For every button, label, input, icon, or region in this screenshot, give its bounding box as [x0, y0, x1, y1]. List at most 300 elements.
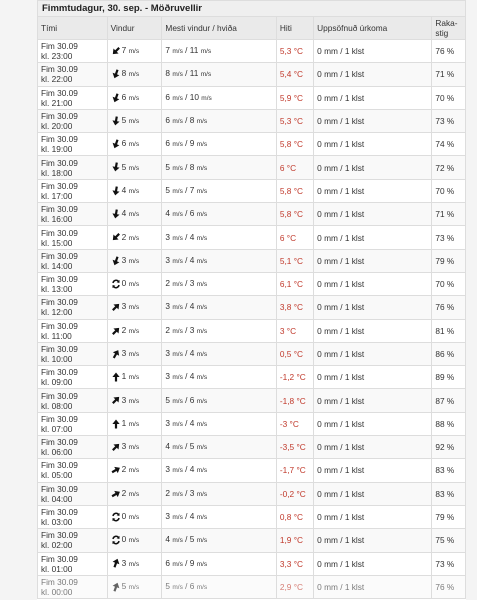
gust: 11 [189, 68, 199, 79]
table-row [38, 179, 466, 202]
temp-cell: 5,8 °C [276, 179, 313, 202]
wind-speed: 4 [121, 208, 127, 219]
gust-unit: m/s [196, 351, 208, 358]
wind-direction-arrow-icon [109, 580, 122, 593]
max-wind: 3 [165, 464, 171, 475]
humidity-cell: 76 % [432, 296, 466, 319]
humidity-cell: 70 % [432, 272, 466, 295]
time-hour: kl. 19:00 [41, 144, 73, 155]
table-row [38, 342, 466, 365]
table-row [38, 203, 466, 226]
gust: 6 [189, 580, 195, 591]
temp-cell: 6 °C [276, 156, 313, 179]
temp-cell: 0,8 °C [276, 505, 313, 528]
gust: 10 [189, 91, 199, 102]
humidity-cell: 75 % [432, 529, 466, 552]
table-header-row [38, 17, 466, 40]
rain-cell: 0 mm / 1 klst [314, 249, 432, 272]
max-wind-unit: m/s [172, 560, 183, 568]
wind-speed: 6 [121, 138, 127, 149]
gust: 7 [189, 184, 195, 195]
gust: 6 [189, 394, 195, 405]
header-max-wind: Mesti vindur / hviða [162, 17, 276, 40]
rain-cell: 0 mm / 1 klst [314, 86, 432, 109]
wind-unit: m/s [128, 211, 140, 219]
temp-cell: 6 °C [276, 226, 313, 249]
time-hour: kl. 20:00 [41, 121, 73, 132]
wind-unit: m/s [128, 374, 140, 382]
time-day: Fim 30.09 [41, 64, 78, 75]
wind-cell [107, 86, 162, 109]
wind-speed: 1 [121, 371, 127, 382]
wind-unit: m/s [128, 397, 140, 405]
wind-speed: 2 [121, 324, 127, 335]
gust-unit: m/s [201, 94, 212, 102]
wind-cell [107, 505, 162, 528]
time-cell [38, 133, 108, 156]
time-day: Fim 30.09 [41, 87, 78, 98]
time-hour: kl. 15:00 [41, 237, 73, 248]
table-row [38, 459, 466, 482]
time-hour: kl. 02:00 [41, 540, 73, 551]
wind-speed: 3 [121, 348, 127, 358]
gust-unit: m/s [196, 281, 208, 289]
table-row [38, 436, 466, 459]
max-wind-unit: m/s [172, 420, 183, 428]
wind-unit: m/s [128, 514, 140, 522]
max-wind-cell: 3 m/s / 4 m/s [162, 366, 276, 389]
max-wind-unit: m/s [172, 211, 183, 219]
max-wind: 3 [165, 301, 171, 312]
gust-unit: m/s [196, 164, 208, 172]
wind-speed: 0 [121, 278, 127, 289]
table-row [38, 412, 466, 435]
time-day: Fim 30.09 [41, 460, 78, 471]
max-wind-cell: 5 m/s / 6 m/s [162, 389, 276, 412]
wind-direction-arrow-icon [109, 44, 123, 58]
wind-cell [107, 203, 162, 226]
gust-unit: m/s [196, 304, 208, 312]
table-title: Fimmtudagur, 30. sep. - Möðruvellir [37, 0, 466, 16]
gust: 4 [189, 371, 195, 382]
time-day: Fim 30.09 [41, 483, 78, 494]
time-cell [38, 366, 108, 389]
max-wind: 3 [165, 254, 171, 265]
time-hour: kl. 12:00 [41, 307, 73, 318]
gust: 9 [189, 138, 195, 149]
gust-unit: m/s [196, 444, 208, 452]
rain-cell: 0 mm / 1 klst [314, 482, 432, 505]
max-wind-unit: m/s [172, 234, 183, 242]
temp-cell: 5,1 °C [276, 249, 313, 272]
wind-speed: 5 [121, 115, 127, 126]
max-wind-unit: m/s [172, 71, 183, 79]
time-cell [38, 296, 108, 319]
max-wind: 6 [165, 138, 171, 149]
time-hour: kl. 17:00 [41, 190, 73, 201]
rain-cell: 0 mm / 1 klst [314, 272, 432, 295]
time-hour: kl. 21:00 [41, 97, 73, 108]
time-hour: kl. 01:00 [41, 563, 73, 574]
max-wind-unit: m/s [172, 327, 183, 335]
temp-cell: 3 °C [276, 319, 313, 342]
wind-speed: 3 [121, 254, 127, 265]
gust-unit: m/s [196, 420, 208, 428]
max-wind: 2 [165, 278, 171, 289]
gust-unit: m/s [196, 187, 208, 195]
temp-cell: 5,8 °C [276, 203, 313, 226]
wind-unit: m/s [128, 281, 140, 289]
max-wind-cell: 6 m/s / 9 m/s [162, 552, 276, 575]
time-cell [38, 575, 108, 598]
gust-unit: m/s [196, 234, 208, 242]
wind-speed: 0 [121, 534, 127, 545]
table-row [38, 272, 466, 295]
calm-wind-icon [111, 512, 121, 522]
temp-cell: 3,8 °C [276, 296, 313, 319]
max-wind-cell: 3 m/s / 4 m/s [162, 459, 276, 482]
table-row [38, 482, 466, 505]
time-cell [38, 342, 108, 365]
wind-direction-arrow-icon [111, 372, 121, 382]
wind-direction-arrow-icon [109, 487, 123, 501]
time-cell [38, 529, 108, 552]
wind-unit: m/s [128, 164, 140, 172]
table-row [38, 249, 466, 272]
gust: 5 [189, 534, 195, 545]
gust: 4 [189, 301, 195, 312]
max-wind: 6 [165, 557, 171, 568]
max-wind-unit: m/s [172, 351, 183, 358]
wind-speed: 5 [121, 161, 127, 172]
humidity-cell: 79 % [432, 249, 466, 272]
time-hour: kl. 03:00 [41, 517, 73, 528]
rain-cell: 0 mm / 1 klst [314, 505, 432, 528]
table-row [38, 529, 466, 552]
max-wind-unit: m/s [172, 514, 183, 522]
time-day: Fim 30.09 [41, 390, 78, 401]
wind-unit: m/s [128, 490, 140, 498]
gust: 3 [189, 324, 195, 335]
weather-table-panel [37, 0, 466, 599]
max-wind-cell: 3 m/s / 4 m/s [162, 412, 276, 435]
max-wind-cell: 6 m/s / 10 m/s [162, 86, 276, 109]
rain-cell: 0 mm / 1 klst [314, 226, 432, 249]
max-wind-cell: 4 m/s / 5 m/s [162, 436, 276, 459]
wind-unit: m/s [128, 71, 140, 79]
wind-direction-arrow-icon [110, 185, 122, 197]
max-wind-cell: 3 m/s / 4 m/s [162, 505, 276, 528]
humidity-cell: 76 % [432, 575, 466, 598]
header-time: Tími [38, 17, 108, 40]
max-wind: 3 [165, 511, 171, 522]
gust-unit: m/s [196, 257, 208, 265]
wind-direction-arrow-icon [109, 91, 122, 104]
max-wind-cell: 5 m/s / 6 m/s [162, 575, 276, 598]
time-cell [38, 40, 108, 63]
temp-cell: 5,8 °C [276, 133, 313, 156]
wind-direction-arrow-icon [109, 68, 122, 81]
max-wind-unit: m/s [172, 94, 183, 102]
rain-cell: 0 mm / 1 klst [314, 296, 432, 319]
max-wind-unit: m/s [172, 118, 183, 126]
wind-cell [107, 552, 162, 575]
gust: 11 [189, 45, 199, 56]
wind-cell [107, 272, 162, 295]
time-hour: kl. 04:00 [41, 493, 73, 504]
gust: 4 [189, 464, 195, 475]
humidity-cell: 79 % [432, 505, 466, 528]
temp-cell: 5,9 °C [276, 86, 313, 109]
humidity-cell: 86 % [432, 342, 466, 365]
gust-unit: m/s [200, 48, 212, 56]
max-wind-cell: 4 m/s / 5 m/s [162, 529, 276, 552]
wind-cell [107, 63, 162, 86]
wind-cell [107, 436, 162, 459]
time-hour: kl. 13:00 [41, 284, 73, 295]
humidity-cell: 81 % [432, 319, 466, 342]
time-cell [38, 552, 108, 575]
wind-unit: m/s [128, 118, 140, 126]
humidity-cell: 89 % [432, 366, 466, 389]
gust-unit: m/s [200, 71, 212, 79]
wind-direction-arrow-icon [110, 115, 122, 127]
gust: 6 [189, 208, 195, 219]
time-hour: kl. 14:00 [41, 260, 73, 271]
max-wind: 4 [165, 208, 171, 219]
rain-cell: 0 mm / 1 klst [314, 436, 432, 459]
temp-cell: 5,3 °C [276, 40, 313, 63]
wind-direction-arrow-icon [110, 162, 122, 174]
time-hour: kl. 05:00 [41, 470, 73, 481]
temp-cell: -3,5 °C [276, 436, 313, 459]
max-wind: 6 [165, 91, 171, 102]
header-rain: Uppsöfnuð úrkoma [314, 17, 432, 40]
max-wind: 2 [165, 324, 171, 335]
rain-cell: 0 mm / 1 klst [314, 133, 432, 156]
time-day: Fim 30.09 [41, 320, 78, 331]
time-day: Fim 30.09 [41, 576, 78, 587]
time-day: Fim 30.09 [41, 344, 78, 354]
time-cell [38, 249, 108, 272]
max-wind-unit: m/s [172, 304, 183, 312]
wind-cell [107, 226, 162, 249]
time-hour: kl. 22:00 [41, 74, 73, 85]
table-row [38, 366, 466, 389]
temp-cell: -1,7 °C [276, 459, 313, 482]
humidity-cell: 76 % [432, 40, 466, 63]
max-wind-cell: 2 m/s / 3 m/s [162, 272, 276, 295]
temp-cell: 6,1 °C [276, 272, 313, 295]
max-wind-cell: 3 m/s / 4 m/s [162, 226, 276, 249]
humidity-cell: 87 % [432, 389, 466, 412]
wind-unit: m/s [128, 257, 140, 265]
wind-cell [107, 133, 162, 156]
temp-cell: -1,8 °C [276, 389, 313, 412]
max-wind-unit: m/s [172, 537, 183, 545]
wind-unit: m/s [128, 94, 140, 102]
wind-cell [107, 319, 162, 342]
gust-unit: m/s [196, 118, 208, 126]
wind-direction-arrow-icon [109, 300, 123, 314]
max-wind: 3 [165, 371, 171, 382]
rain-cell: 0 mm / 1 klst [314, 575, 432, 598]
rain-cell: 0 mm / 1 klst [314, 552, 432, 575]
time-cell [38, 482, 108, 505]
max-wind: 4 [165, 534, 171, 545]
humidity-cell: 73 % [432, 109, 466, 132]
time-cell [38, 226, 108, 249]
gust: 4 [189, 511, 195, 522]
time-day: Fim 30.09 [41, 274, 78, 285]
gust: 3 [189, 487, 195, 498]
humidity-cell: 92 % [432, 436, 466, 459]
time-day: Fim 30.09 [41, 530, 78, 541]
gust-unit: m/s [196, 397, 208, 405]
wind-direction-arrow-icon [110, 208, 122, 220]
wind-cell [107, 482, 162, 505]
max-wind-cell: 6 m/s / 8 m/s [162, 109, 276, 132]
gust-unit: m/s [196, 374, 208, 382]
wind-direction-arrow-icon [111, 419, 121, 429]
max-wind-unit: m/s [172, 164, 183, 172]
temp-cell: -0,2 °C [276, 482, 313, 505]
wind-cell [107, 412, 162, 435]
wind-unit: m/s [128, 48, 140, 56]
gust: 3 [189, 278, 195, 289]
gust: 9 [189, 557, 195, 568]
max-wind: 5 [165, 184, 171, 195]
gust-unit: m/s [196, 211, 208, 219]
gust-unit: m/s [196, 583, 208, 591]
max-wind-cell: 5 m/s / 8 m/s [162, 156, 276, 179]
max-wind: 4 [165, 441, 171, 452]
wind-speed: 3 [121, 557, 127, 568]
table-row [38, 575, 466, 598]
humidity-cell: 71 % [432, 63, 466, 86]
wind-direction-arrow-icon [109, 323, 123, 337]
wind-cell [107, 459, 162, 482]
time-hour: kl. 18:00 [41, 167, 73, 178]
wind-unit: m/s [128, 327, 140, 335]
wind-unit: m/s [128, 583, 140, 591]
max-wind-cell: 8 m/s / 11 m/s [162, 63, 276, 86]
time-day: Fim 30.09 [41, 180, 78, 191]
time-hour: kl. 16:00 [41, 214, 73, 225]
gust: 8 [189, 115, 195, 126]
table-row [38, 505, 466, 528]
rain-cell: 0 mm / 1 klst [314, 342, 432, 365]
table-row [38, 319, 466, 342]
rain-cell: 0 mm / 1 klst [314, 203, 432, 226]
rain-cell: 0 mm / 1 klst [314, 179, 432, 202]
humidity-cell: 74 % [432, 133, 466, 156]
time-hour: kl. 11:00 [41, 330, 72, 341]
wind-speed: 8 [121, 68, 127, 79]
time-hour: kl. 06:00 [41, 447, 73, 458]
table-row [38, 226, 466, 249]
wind-unit: m/s [128, 187, 140, 195]
wind-cell [107, 156, 162, 179]
max-wind-cell: 5 m/s / 7 m/s [162, 179, 276, 202]
wind-speed: 3 [121, 301, 127, 312]
time-cell [38, 412, 108, 435]
wind-cell [107, 529, 162, 552]
time-day: Fim 30.09 [41, 297, 78, 308]
max-wind-unit: m/s [172, 257, 183, 265]
max-wind: 3 [165, 231, 171, 242]
max-wind-unit: m/s [172, 141, 183, 149]
wind-direction-arrow-icon [109, 138, 122, 151]
max-wind: 5 [165, 580, 171, 591]
time-hour: kl. 23:00 [41, 51, 73, 62]
wind-speed: 7 [121, 45, 127, 56]
max-wind: 8 [165, 68, 171, 79]
time-day: Fim 30.09 [41, 437, 78, 448]
wind-cell [107, 109, 162, 132]
time-day: Fim 30.09 [41, 413, 78, 424]
temp-cell: -3 °C [276, 412, 313, 435]
wind-unit: m/s [128, 537, 140, 545]
gust: 8 [189, 161, 195, 172]
wind-cell [107, 179, 162, 202]
gust-unit: m/s [196, 514, 208, 522]
max-wind: 2 [165, 487, 171, 498]
wind-unit: m/s [128, 560, 140, 568]
max-wind-cell: 2 m/s / 3 m/s [162, 319, 276, 342]
wind-speed: 0 [121, 511, 127, 522]
wind-speed: 3 [121, 441, 127, 452]
table-body [38, 40, 466, 599]
gust: 4 [189, 348, 195, 358]
wind-cell [107, 366, 162, 389]
gust-unit: m/s [196, 560, 208, 568]
time-cell [38, 389, 108, 412]
header-wind: Vindur [107, 17, 162, 40]
rain-cell: 0 mm / 1 klst [314, 63, 432, 86]
wind-unit: m/s [128, 351, 140, 358]
gust-unit: m/s [196, 327, 208, 335]
temp-cell: 0,5 °C [276, 342, 313, 365]
time-day: Fim 30.09 [41, 367, 78, 378]
max-wind-unit: m/s [172, 187, 183, 195]
table-row [38, 552, 466, 575]
gust: 5 [189, 441, 195, 452]
time-cell [38, 272, 108, 295]
gust-unit: m/s [196, 467, 208, 475]
wind-cell [107, 296, 162, 319]
time-day: Fim 30.09 [41, 227, 78, 238]
max-wind: 3 [165, 417, 171, 428]
max-wind: 7 [165, 45, 171, 56]
humidity-cell: 71 % [432, 203, 466, 226]
wind-unit: m/s [128, 304, 140, 312]
wind-direction-arrow-icon [109, 230, 123, 244]
humidity-cell: 70 % [432, 86, 466, 109]
observations-table [37, 16, 466, 599]
max-wind-unit: m/s [172, 374, 183, 382]
temp-cell: 2,9 °C [276, 575, 313, 598]
gust: 4 [189, 254, 195, 265]
wind-speed: 2 [121, 464, 127, 475]
wind-unit: m/s [128, 141, 140, 149]
max-wind-unit: m/s [172, 583, 183, 591]
max-wind-cell: 6 m/s / 9 m/s [162, 133, 276, 156]
header-humidity: Raka-stig [432, 17, 466, 40]
table-row [38, 63, 466, 86]
gust: 4 [189, 231, 195, 242]
time-cell [38, 63, 108, 86]
